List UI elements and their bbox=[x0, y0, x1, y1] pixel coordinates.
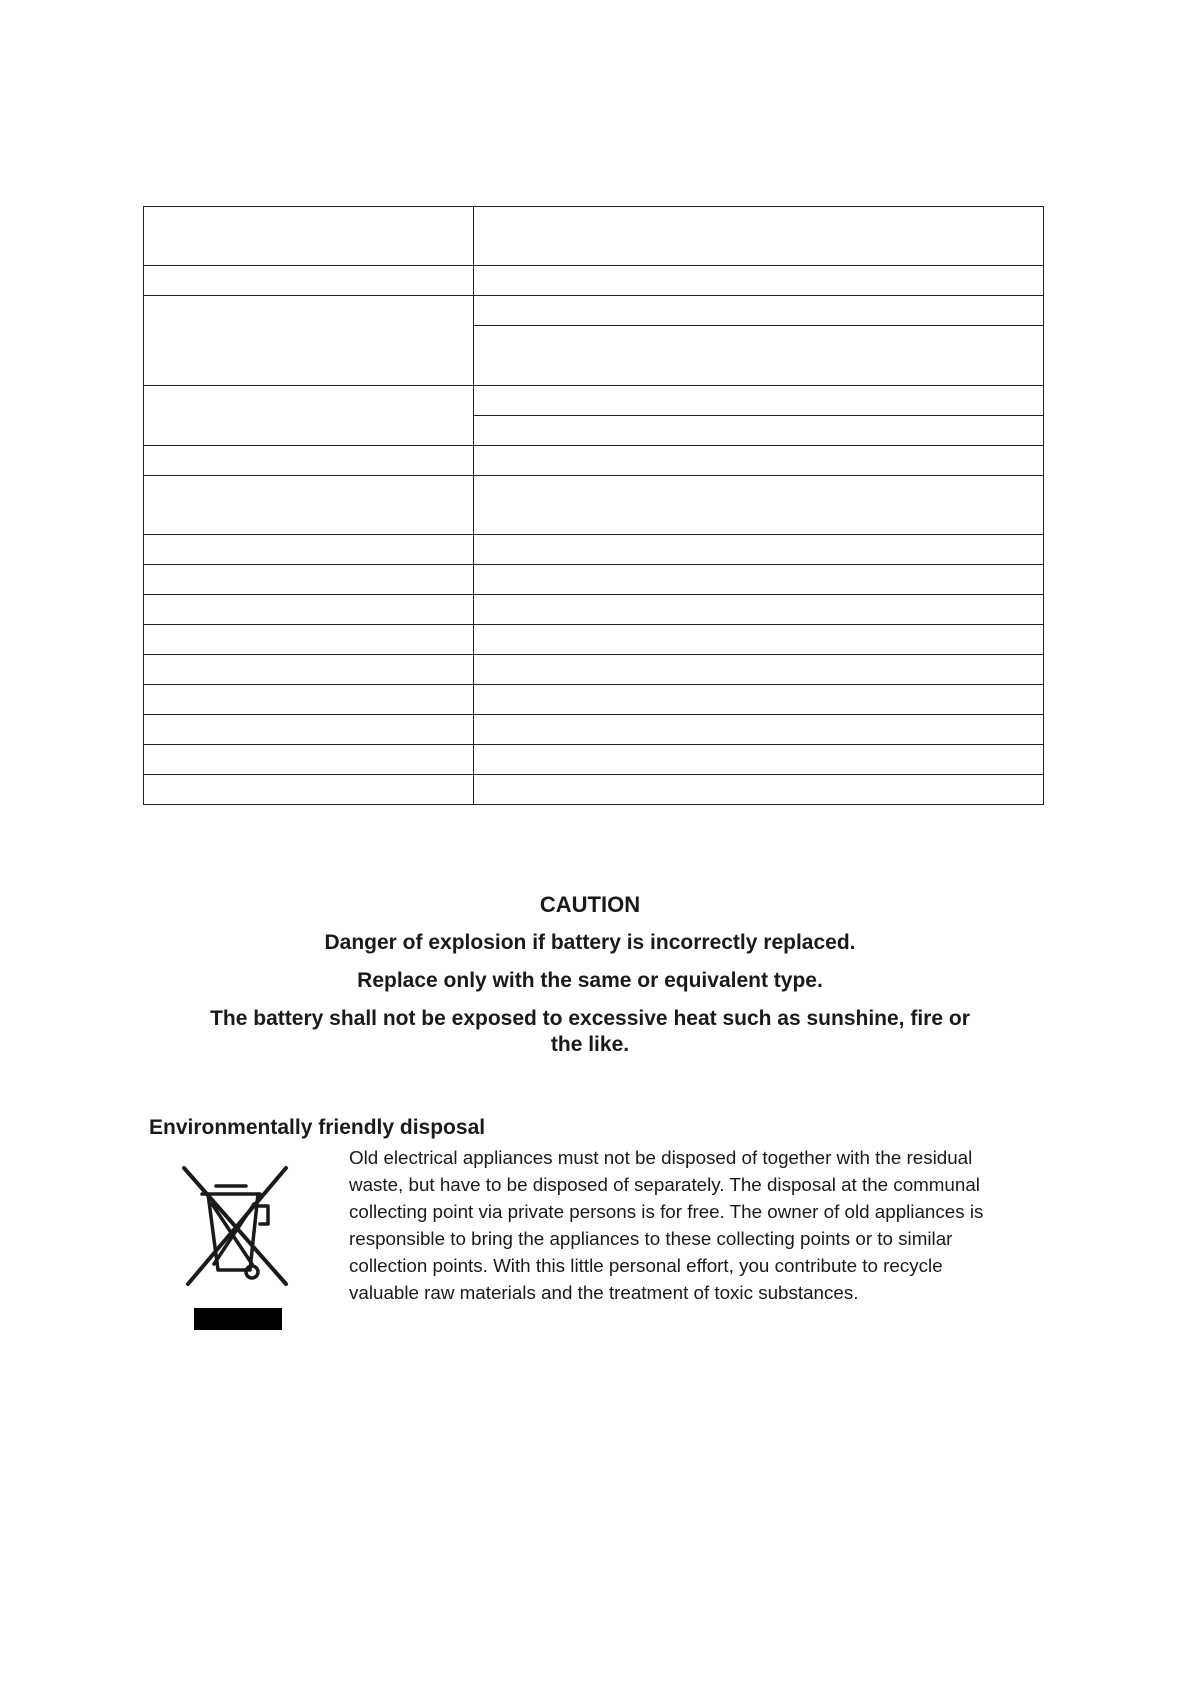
caution-title: CAUTION bbox=[539, 892, 641, 917]
table-cell-label bbox=[144, 745, 474, 775]
table-cell-label bbox=[144, 386, 474, 446]
table-cell-label bbox=[144, 266, 474, 296]
table-row bbox=[144, 476, 1044, 535]
disposal-line: Old electrical appliances must not be disposed of together with the residual bbox=[349, 1147, 973, 1168]
caution-line-replace: Replace only with the same or equivalent type. bbox=[357, 969, 823, 992]
table-row bbox=[144, 446, 1044, 476]
disposal-line: collection points. With this little personal effort, you contribute to recycle bbox=[349, 1255, 943, 1276]
table-row bbox=[144, 595, 1044, 625]
table-cell-label bbox=[144, 207, 474, 266]
caution-line-explosion: Danger of explosion if battery is incorrectly replaced. bbox=[324, 931, 856, 954]
table-cell-label bbox=[144, 775, 474, 805]
table-cell-label bbox=[144, 296, 474, 386]
table-cell-value bbox=[474, 296, 1044, 326]
table-cell-value bbox=[474, 266, 1044, 296]
table-row bbox=[144, 535, 1044, 565]
table-cell-label bbox=[144, 446, 474, 476]
caution-block bbox=[140, 892, 1040, 1058]
table-cell-label bbox=[144, 685, 474, 715]
table-cell-value bbox=[474, 446, 1044, 476]
specification-table bbox=[143, 206, 1044, 805]
table-cell-value bbox=[474, 207, 1044, 266]
table-row bbox=[144, 745, 1044, 775]
table-cell-value bbox=[474, 655, 1044, 685]
caution-line-heat: The battery shall not be exposed to excessive heat such as sunshine, fire or bbox=[210, 1007, 970, 1030]
table-cell-value bbox=[474, 625, 1044, 655]
table-row bbox=[144, 625, 1044, 655]
disposal-paragraph bbox=[349, 1144, 1049, 1306]
table-row bbox=[144, 207, 1044, 266]
table-cell-value bbox=[474, 775, 1044, 805]
table-cell-label bbox=[144, 535, 474, 565]
table-cell-value bbox=[474, 326, 1044, 386]
table-cell-value bbox=[474, 745, 1044, 775]
table-cell-value bbox=[474, 416, 1044, 446]
table-cell-value bbox=[474, 595, 1044, 625]
disposal-line: valuable raw materials and the treatment of toxic substances. bbox=[349, 1282, 859, 1303]
disposal-line: collecting point via private persons is for free. The owner of old appliances is bbox=[349, 1201, 984, 1222]
table-row bbox=[144, 655, 1044, 685]
table-cell-label bbox=[144, 625, 474, 655]
crossed-out-wheelie-bin-icon bbox=[180, 1164, 296, 1334]
table-row bbox=[144, 296, 1044, 326]
table-row bbox=[144, 565, 1044, 595]
table-cell-label bbox=[144, 565, 474, 595]
table-cell-label bbox=[144, 476, 474, 535]
table-cell-label bbox=[144, 715, 474, 745]
disposal-line: waste, but have to be disposed of separately. The disposal at the communal bbox=[349, 1174, 980, 1195]
caution-line-heat-continued: the like. bbox=[550, 1033, 630, 1056]
table-row bbox=[144, 775, 1044, 805]
disposal-line: responsible to bring the appliances to these collecting points or to similar bbox=[349, 1228, 953, 1249]
disposal-heading: Environmentally friendly disposal bbox=[149, 1116, 486, 1139]
table-row bbox=[144, 386, 1044, 416]
table-cell-label bbox=[144, 595, 474, 625]
table-row bbox=[144, 685, 1044, 715]
table-cell-value bbox=[474, 535, 1044, 565]
table-cell-label bbox=[144, 655, 474, 685]
table-row bbox=[144, 715, 1044, 745]
table-cell-value bbox=[474, 476, 1044, 535]
table-row bbox=[144, 266, 1044, 296]
table-cell-value bbox=[474, 386, 1044, 416]
table-cell-value bbox=[474, 715, 1044, 745]
table-cell-value bbox=[474, 565, 1044, 595]
table-cell-value bbox=[474, 685, 1044, 715]
